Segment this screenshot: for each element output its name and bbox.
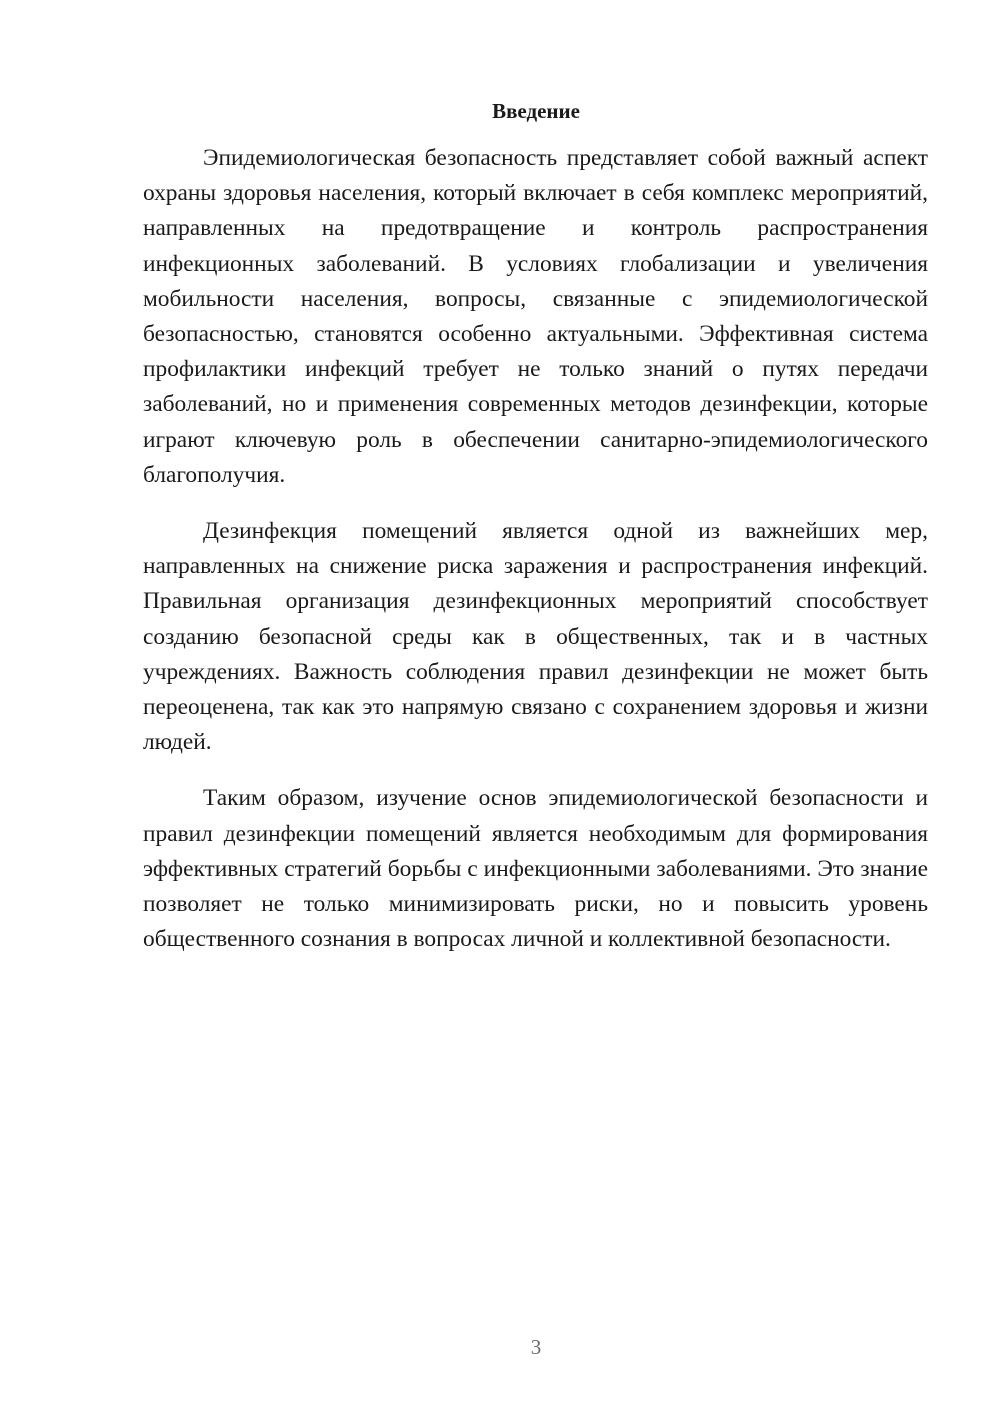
paragraph-3: Таким образом, изучение основ эпидемиологической безопасности и правил дезинфекции помещений является необходимым для формирования эффективных стратегий борьбы с инфекционными заболеваниями. Это знание позволяет не только минимизировать риски, но и повысить уровень общественного сознания в вопросах личной и коллективной безопасности. [143, 785, 928, 953]
paragraph-1: Эпидемиологическая безопасность представляет собой важный аспект охраны здоровья населения, который включает в себя комплекс мероприятий, направленных на предотвращение и контроль распространения инфекционных заболеваний. В условиях глобализации и увеличения мобильности населения, вопросы, связанные с эпидемиологической безопасностью, становятся особенно актуальными. Эффективная система профилактики инфекций требует не только знаний о путях передачи заболеваний, но и применения современных методов дезинфекции, которые играют ключевую роль в обеспечении санитарно-эпидемиологического благополучия. [143, 145, 928, 488]
paragraph-2: Дезинфекция помещений является одной из важнейших мер, направленных на снижение риска заражения и распространения инфекций. Правильная организация дезинфекционных мероприятий способствует созданию безопасной среды как в общественных, так и в частных учреждениях. Важность соблюдения правил дезинфекции не может быть переоценена, так как это напрямую связано с сохранением здоровья и жизни людей. [143, 518, 928, 756]
body-text [143, 141, 928, 978]
section-heading: Введение [492, 99, 580, 123]
page-number: 3 [530, 1335, 542, 1359]
